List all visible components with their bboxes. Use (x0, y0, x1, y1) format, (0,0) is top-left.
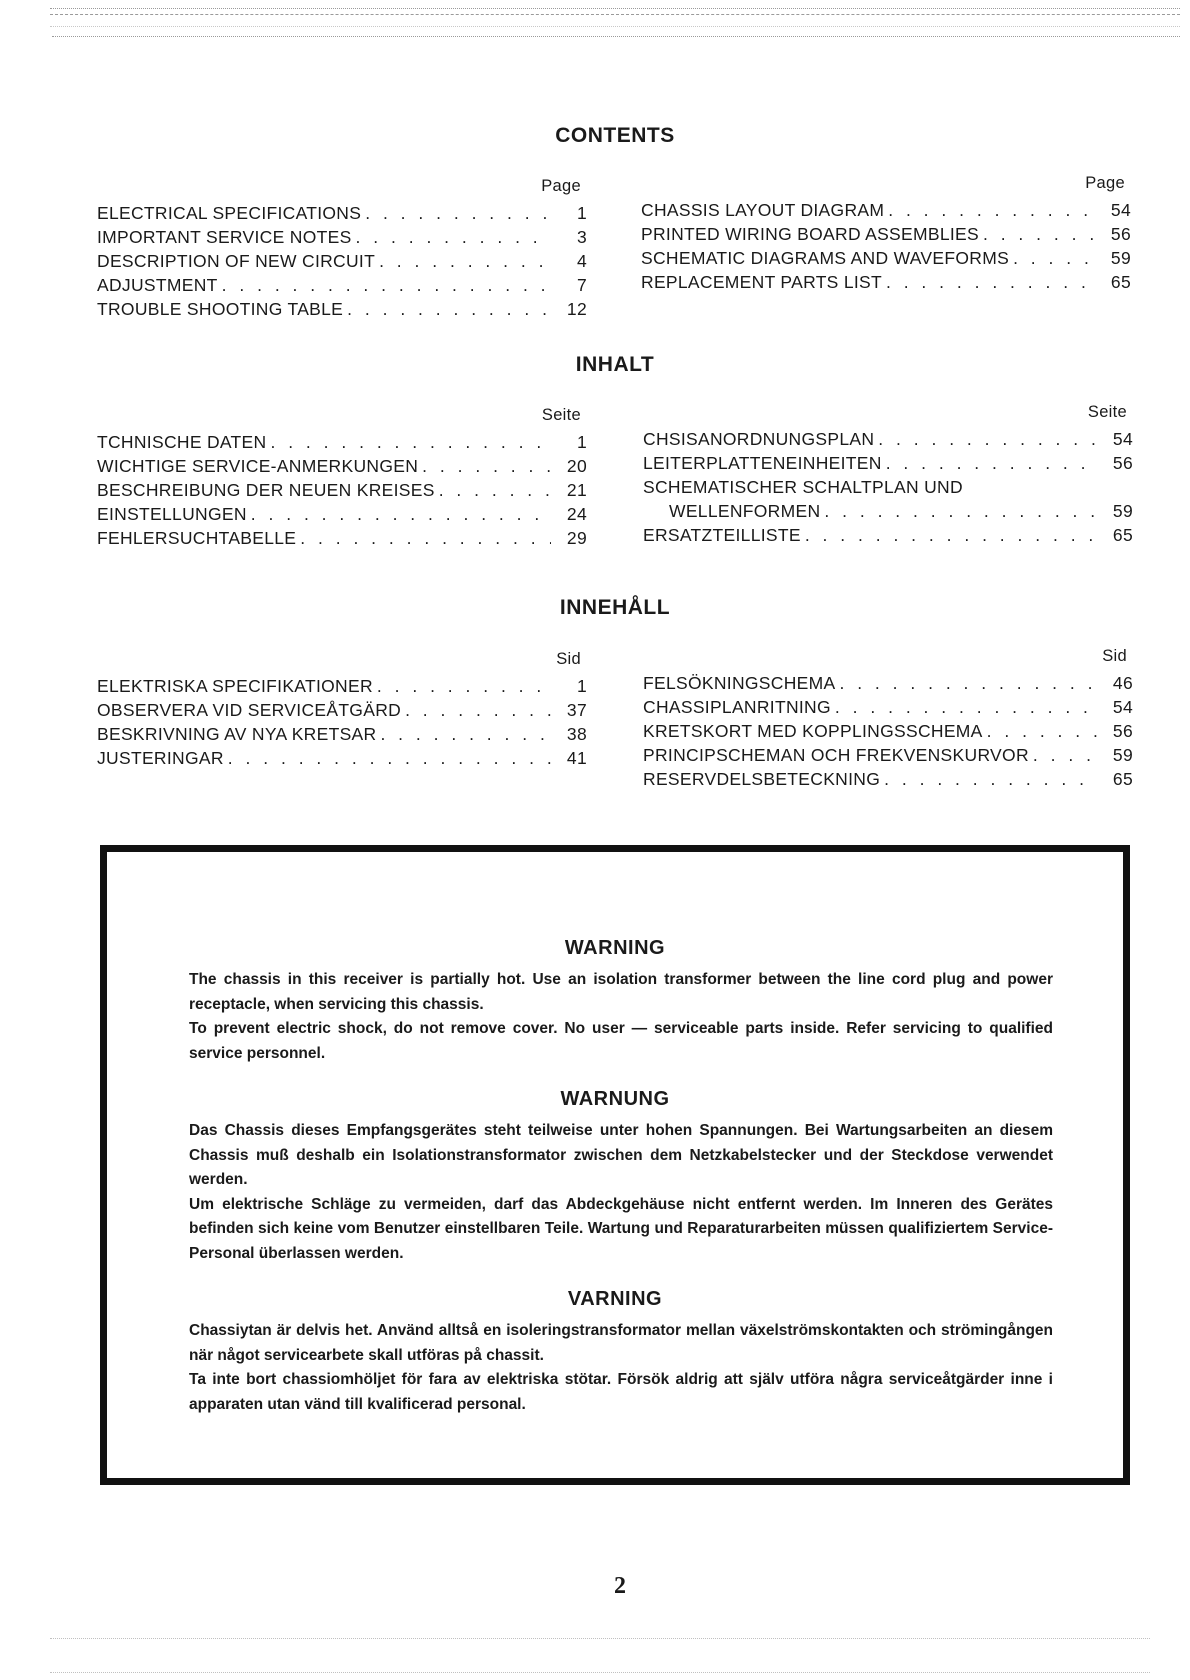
toc-entry[interactable]: PRINTED WIRING BOARD ASSEMBLIES . . . 56 (641, 224, 1131, 248)
scan-artifact-line (50, 1638, 1150, 1639)
scan-artifact-line (50, 1672, 1150, 1673)
toc-entry[interactable]: BESKRIVNING AV NYA KRETSAR . . . 38 (97, 724, 587, 748)
toc-entry[interactable]: CHSISANORDNUNGSPLAN . . . 54 (643, 429, 1133, 453)
toc-entry[interactable]: LEITERPLATTENEINHEITEN . . . 56 (643, 453, 1133, 477)
toc-entry[interactable]: REPLACEMENT PARTS LIST . . . 65 (641, 272, 1131, 296)
page-column-header: Sid (556, 650, 581, 668)
page-column-header: Page (1085, 174, 1125, 192)
toc-entry[interactable]: ELEKTRISKA SPECIFIKATIONER . . . 1 (97, 676, 587, 700)
warning-paragraph: The chassis in this receiver is partially hot. Use an isolation transformer between the line cord plug and power receptacle, when servicing this chassis. (189, 971, 1053, 1013)
toc-entry[interactable]: WELLENFORMEN . . . 59 (643, 501, 1133, 525)
inhalt-left-column (97, 406, 587, 552)
toc-entry[interactable]: FEHLERSUCHTABELLE . . . 29 (97, 528, 587, 552)
page-column-header: Seite (1087, 403, 1127, 421)
toc-entry[interactable]: TROUBLE SHOOTING TABLE . . . 12 (97, 299, 587, 323)
toc-entry[interactable]: TCHNISCHE DATEN . . . 1 (97, 432, 587, 456)
innehall-right-column (643, 647, 1133, 793)
toc-entry[interactable]: JUSTERINGAR . . . 41 (97, 748, 587, 772)
inhalt-title: INHALT (575, 353, 655, 376)
scan-artifact-line (50, 14, 1180, 15)
warning-english (107, 937, 1123, 1066)
warning-paragraph: Das Chassis dieses Empfangsgerätes steht teilweise unter hohen Spannungen. Bei Wartungsarbeiten an diesem Chassis muß deshalb ein Isolationstransformator zwischen dem Netzkabelstecker und der Steckdose verwendet werden. (189, 1122, 1053, 1188)
page-column-header: Seite (541, 406, 581, 424)
toc-entry[interactable]: EINSTELLUNGEN . . . 24 (97, 504, 587, 528)
contents-title: CONTENTS (555, 124, 675, 147)
warning-paragraph: Ta inte bort chassiomhöljet för fara av elektriska stötar. Försök aldrig att själv utföra några serviceåtgärder inne i apparaten utan vänd till kvalificerad personal. (189, 1371, 1053, 1413)
toc-entry[interactable]: DESCRIPTION OF NEW CIRCUIT . . . 4 (97, 251, 587, 275)
warning-title: VARNING (567, 1288, 663, 1310)
toc-entry[interactable]: ELECTRICAL SPECIFICATIONS . . . 1 (97, 203, 587, 227)
toc-entry[interactable]: KRETSKORT MED KOPPLINGSSCHEMA . . . 56 (643, 721, 1133, 745)
inhalt-right-column (643, 403, 1133, 549)
warning-paragraph: Um elektrische Schläge zu vermeiden, darf das Abdeckgehäuse nicht entfernt werden. Im Inneren des Gerätes befinden sich keine vom Benutzer einstellbaren Teile. Wartung und Reparaturarbeiten müssen qualifiziertem Service-Personal überlassen werden. (189, 1195, 1053, 1262)
toc-entry[interactable]: RESERVDELSBETECKNING . . . 65 (643, 769, 1133, 793)
toc-entry[interactable]: WICHTIGE SERVICE-ANMERKUNGEN . . . 20 (97, 456, 587, 480)
toc-entry[interactable]: BESCHREIBUNG DER NEUEN KREISES . . . 21 (97, 480, 587, 504)
innehall-title: INNEHÅLL (559, 596, 671, 619)
warning-paragraph: To prevent electric shock, do not remove cover. No user — serviceable parts inside. Refer servicing to qualified service personnel. (189, 1020, 1053, 1062)
innehall-left-column (97, 650, 587, 772)
page-column-header: Sid (1102, 647, 1127, 665)
toc-entry[interactable]: ERSATZTEILLISTE . . . 65 (643, 525, 1133, 549)
page-column-header: Page (541, 177, 581, 195)
toc-entry[interactable]: SCHEMATISCHER SCHALTPLAN UND (643, 477, 963, 497)
toc-entry[interactable]: SCHEMATIC DIAGRAMS AND WAVEFORMS . . . 59 (641, 248, 1131, 272)
warning-german (107, 1088, 1123, 1266)
toc-entry[interactable]: ADJUSTMENT . . . 7 (97, 275, 587, 299)
toc-entry[interactable]: OBSERVERA VID SERVICEÅTGÄRD . . . 37 (97, 700, 587, 724)
toc-entry[interactable]: PRINCIPSCHEMAN OCH FREKVENSKURVOR . . . 59 (643, 745, 1133, 769)
scan-artifact-line (50, 26, 1180, 27)
contents-right-column (641, 174, 1131, 296)
page-number: 2 (614, 1573, 626, 1599)
warning-title: WARNING (564, 937, 666, 959)
contents-left-column (97, 177, 587, 323)
scan-artifact-line (52, 36, 1180, 37)
warning-box (100, 845, 1130, 1485)
warning-swedish (107, 1288, 1123, 1417)
warning-title: WARNUNG (560, 1088, 670, 1110)
warning-paragraph: Chassiytan är delvis het. Använd alltså en isoleringstransformator mellan växelströmskontakten och strömingången när något servicearbete skall utföras på chassit. (189, 1322, 1053, 1364)
toc-entry[interactable]: IMPORTANT SERVICE NOTES . . . 3 (97, 227, 587, 251)
toc-entry[interactable]: FELSÖKNINGSCHEMA . . . 46 (643, 673, 1133, 697)
scan-artifact-line (50, 8, 1180, 9)
toc-entry[interactable]: CHASSIS LAYOUT DIAGRAM . . . 54 (641, 200, 1131, 224)
toc-entry[interactable]: CHASSIPLANRITNING . . . 54 (643, 697, 1133, 721)
